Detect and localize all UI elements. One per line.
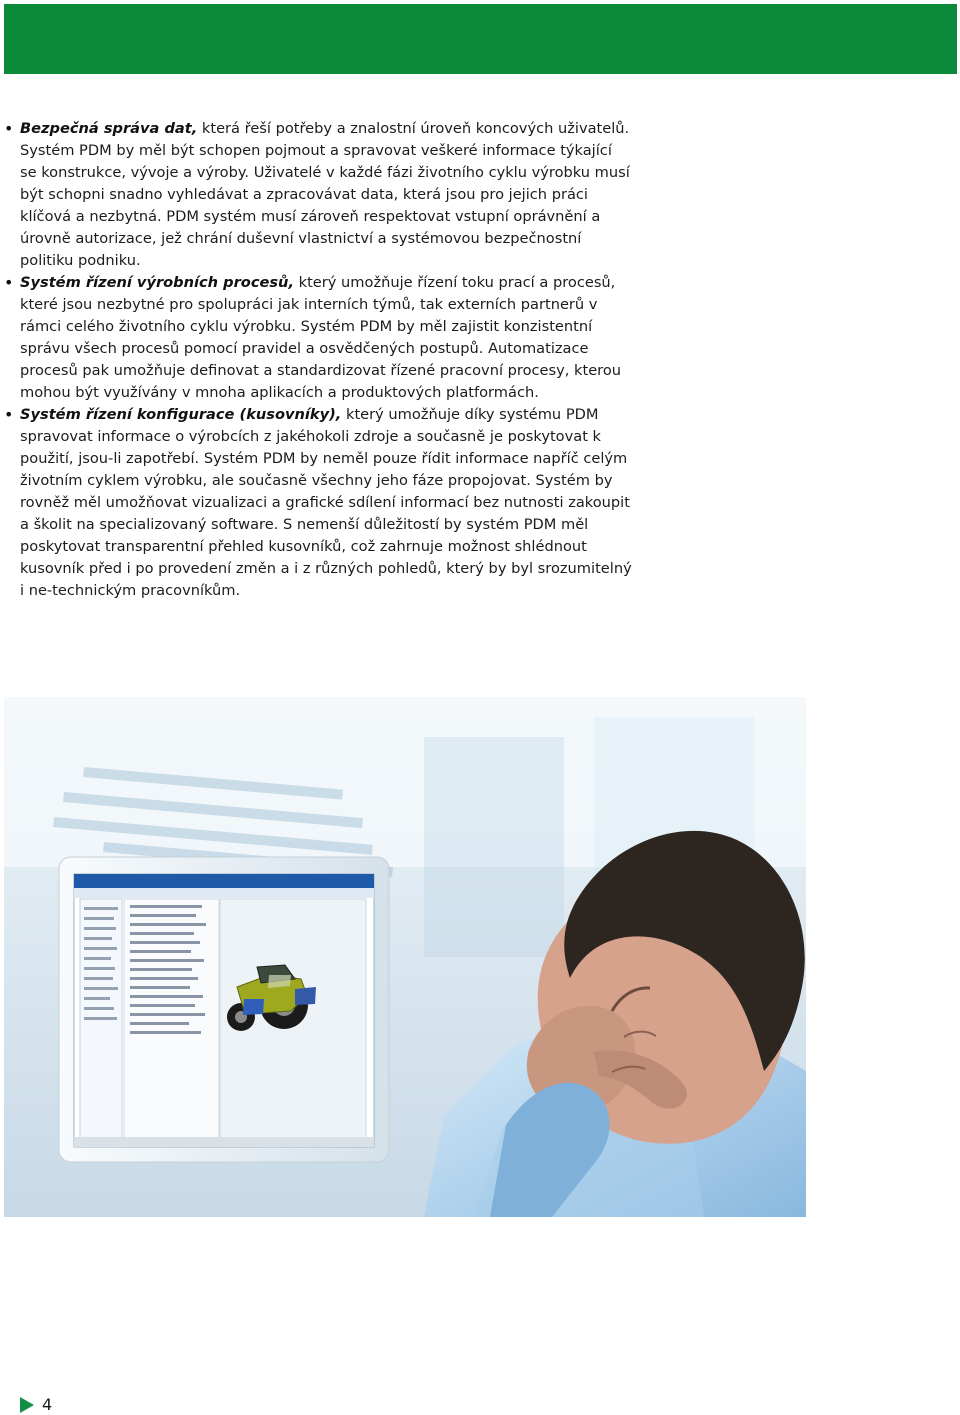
bullet-item-configuration-bom (4, 404, 632, 602)
page-number: 4 (42, 1395, 53, 1414)
bullet-lead: Bezpečná správa dat, (20, 120, 198, 137)
bullet-item-process-control (4, 272, 632, 404)
engineer-photo-illustration (4, 697, 806, 1217)
bullet-body: který umožňuje díky systému PDM spravovat informace o výrobcích z jakéhokoli zdroje a současně je poskytovat k použití, jsou-li zapotřebí. Systém PDM by neměl pouze řídit informace napříč celým životním cyklem výrobku, ale současně všechny jeho fáze propojovat. Systém by rovněž měl umožňovat vizualizaci a grafické sdílení informací bez nutnosti zakoupit a školit na specializovaný software. S nemenší důležitostí by systém PDM měl poskytovat transparentní přehled kusovníků, což zahrnuje možnost shlédnout kusovník před i po provedení změn a i z různých pohledů, který by byl srozumitelný i ne-technickým pracovníkům. (20, 406, 632, 599)
bullet-body: který umožňuje řízení toku prací a procesů, které jsou nezbytné pro spolupráci jak interních týmů, tak externích partnerů v rámci celého životního cyklu výrobku. Systém PDM by měl zajistit konzistentní správu všech procesů pomocí pravidel a osvědčených postupů. Automatizace procesů pak umožňuje definovat a standardizovat řízené pracovní procesy, kterou mohou být využívány v mnoha aplikacích a produktových platformách. (20, 274, 622, 401)
top-band (4, 4, 957, 74)
bullet-list (4, 118, 632, 602)
page-footer (20, 1395, 52, 1415)
bullet-lead: Systém řízení konfigurace (kusovníky), (20, 406, 342, 423)
bullet-body: která řeší potřeby a znalostní úroveň koncových uživatelů. Systém PDM by měl být schopen pojmout a spravovat veškeré informace týkající se konstrukce, vývoje a výroby. Uživatelé v každé fázi životního cyklu výrobku musí být schopni snadno vyhledávat a zpracovávat data, která jsou pro jejich práci klíčová a nezbytná. PDM systém musí zároveň respektovat vstupní oprávnění a úrovně autorizace, jež chrání duševní vlastnictví a systémovou bezpečnostní politiku podniku. (20, 120, 630, 269)
play-arrow-icon (20, 1397, 34, 1413)
bullet-lead: Systém řízení výrobních procesů, (20, 274, 294, 291)
engineer-photo (4, 697, 806, 1217)
bullet-item-secure-data (4, 118, 632, 272)
